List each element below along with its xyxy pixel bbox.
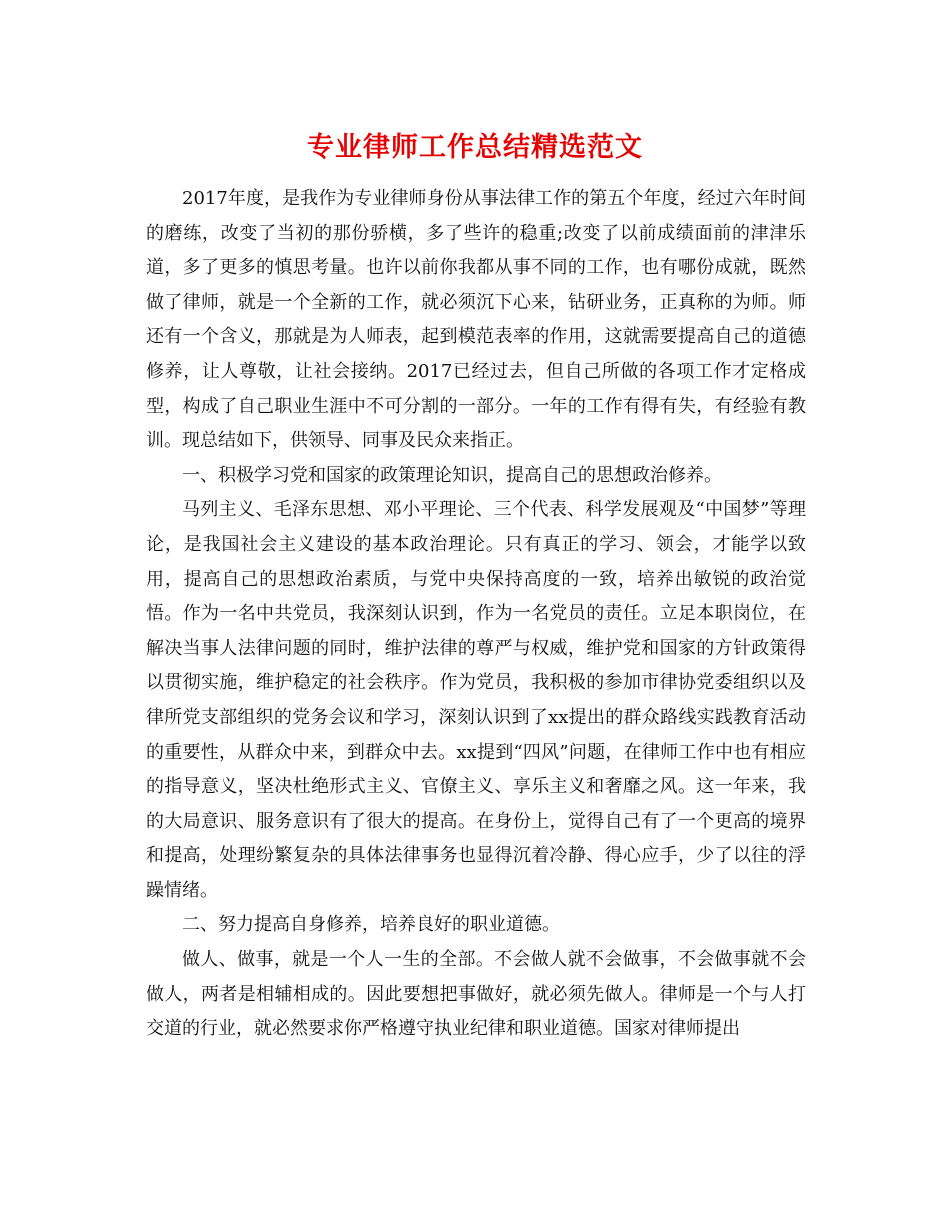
paragraph-section-2: 做人、做事，就是一个人一生的全部。不会做人就不会做事，不会做事就不会做人，两者是相辅相成的。因此要想把事做好，就必须先做人。律师是一个与人打交道的行业，就必然要求你严格遵守执业纪律和职业道德。国家对律师提出 bbox=[146, 949, 806, 1040]
paragraph-intro: 2017年度，是我作为专业律师身份从事法律工作的第五个年度，经过六年时间的磨练，改变了当初的那份骄横，多了些许的稳重;改变了以前成绩面前的津津乐道，多了更多的慎思考量。也许以前你我都从事不同的工作，也有哪份成就，既然做了律师，就是一个全新的工作，就必须沉下心来，钻研业务，正真称的为师。师还有一个含义，那就是为人师表，起到模范表率的作用，这就需要提高自己的道德修养，让人尊敬，让社会接纳。2017已经过去，但自己所做的各项工作才定格成型，构成了自己职业生涯中不可分割的一部分。一年的工作有得有失，有经验有教训。现总结如下，供领导、同事及民众来指正。 bbox=[146, 188, 806, 452]
section-heading-1: 一、积极学习党和国家的政策理论知识，提高自己的思想政治修养。 bbox=[182, 464, 722, 486]
section-heading-2: 二、努力提高自身修养，培养良好的职业道德。 bbox=[182, 914, 560, 936]
document-body bbox=[146, 182, 806, 1047]
paragraph-section-1: 马列主义、毛泽东思想、邓小平理论、三个代表、科学发展观及“中国梦”等理论，是我国社会主义建设的基本政治理论。只有真正的学习、领会，才能学以致用，提高自己的思想政治素质，与党中央保持高度的一致，培养出敏锐的政治觉悟。作为一名中共党员，我深刻认识到，作为一名党员的责任。立足本职岗位，在解决当事人法律问题的同时，维护法律的尊严与权威，维护党和国家的方针政策得以贯彻实施，维护稳定的社会秩序。作为党员，我积极的参加市律协党委组织以及律所党支部组织的党务会议和学习，深刻认识到了xx提出的群众路线实践教育活动的重要性，从群众中来，到群众中去。xx提到“四风”问题，在律师工作中也有相应的指导意义，坚决杜绝形式主义、官僚主义、享乐主义和奢靡之风。这一年来，我的大局意识、服务意识有了很大的提高。在身份上，觉得自己有了一个更高的境界和提高，处理纷繁复杂的具体法律事务也显得沉着冷静、得心应手，少了以往的浮躁情绪。 bbox=[146, 499, 806, 901]
document-title: 专业律师工作总结精选范文 bbox=[307, 132, 643, 163]
